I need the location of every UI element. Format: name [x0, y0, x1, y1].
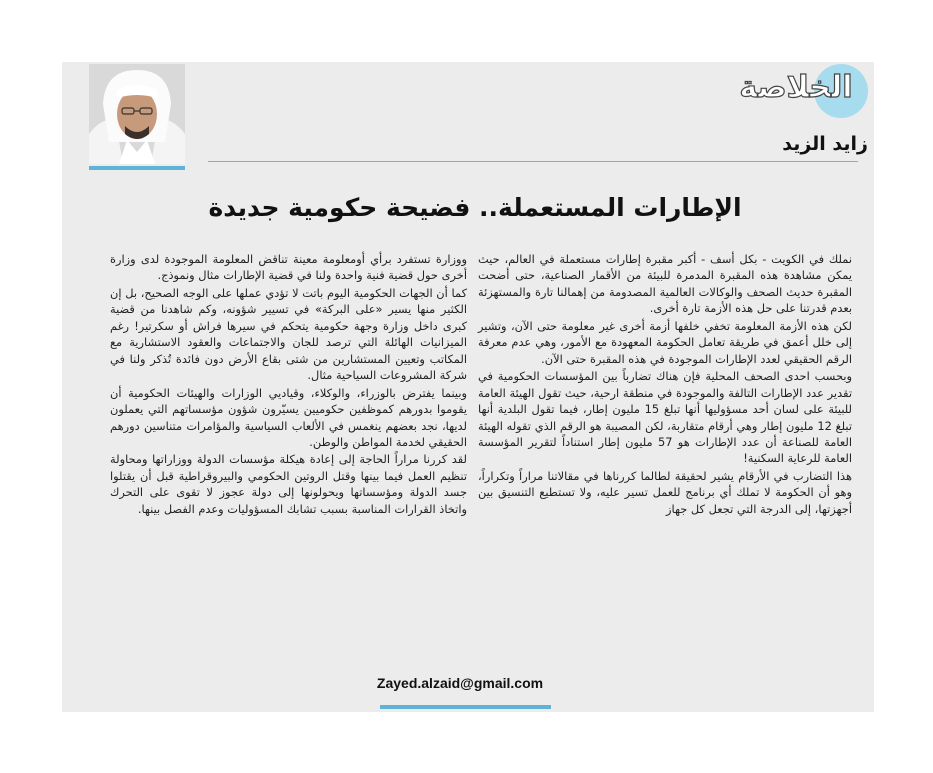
footer-accent-bar	[380, 705, 551, 709]
author-portrait-icon	[89, 64, 185, 164]
paragraph: نملك في الكويت - بكل أسف - أكبر مقبرة إطارات مستعملة في العالم، حيث يمكن مشاهدة هذه المقبرة المدمرة للبيئة من الأقمار الصناعية، حتى أضحت المقبرة حديث الصحف والوكالات العالمية المصدومة من إهمالنا تارة والمستهزئة بعدم قدرتنا على حل هذه الأزمة تارة أخرى.	[478, 252, 852, 316]
paragraph: ووزارة تستفرد برأي أومعلومة معينة تناقض المعلومة الموجودة لدى وزارة أخرى حول قضية فنية واحدة ولنا في قضية الإطارات مثال ونموذج.	[110, 252, 467, 283]
column-logo-text: الخلاصة	[739, 70, 853, 105]
paragraph: لكن هذه الأزمة المعلومة تخفي خلفها أزمة أخرى غير معلومة حتى الآن، وتشير إلى خلل أعمق في طريقة تعامل الحكومة المعهودة مع الأمور، وهي عدم معرفة الرقم الحقيقي لعدد الإطارات الموجودة في هذه المقبرة حتى الآن.	[478, 318, 852, 366]
article-column-right	[478, 251, 852, 518]
header-rule	[208, 161, 858, 162]
paragraph: هذا التضارب في الأرقام يشير لحقيقة لطالما كررناها في مقالاتنا مراراً وتكراراً، وهو أن الحكومة لا تملك أي برنامج للعمل تسير عليه، ولا تستطيع التنسيق بين أجهزتها، إلى الدرجة التي تجعل كل جهاز	[478, 468, 852, 516]
article-headline: الإطارات المستعملة.. فضيحة حكومية جديدة	[208, 193, 742, 222]
paragraph: وبينما يفترض بالوزراء، والوكلاء، وقياديي الوزارات والهيئات الحكومية أن يقوموا بدورهم كموظفين حكوميين يسيّرون شؤون مؤسساتهم التي يعملون لديها، نجد بعضهم ينغمس في الألعاب السياسية والمؤامرات متناسين دورهم الحقيقي لخدمة المواطن والوطن.	[110, 385, 467, 449]
paragraph: كما أن الجهات الحكومية اليوم باتت لا تؤدي عملها على الوجه الصحيح، بل إن الكثير منها يسير «على البركة» في تسيير شؤونه، وكم شاهدنا من قضية كبرى داخل وزارة وجهة حكومية يتحكم في سيرها فراش أو سكرتير! رغم الميزانيات الهائلة التي ترصد للجان والاجتماعات والعقود الاستشارية مع المكاتب وتعيين المستشارين من شتى بقاع الأرض دون فائدة تُذكر ولنا في شركة المشروعات السياحية مثال.	[110, 285, 467, 383]
paragraph: لقد كررنا مراراً الحاجة إلى إعادة هيكلة مؤسسات الدولة ووزاراتها ومحاولة تنظيم العمل فيما بينها وقتل الروتين الحكومي والبيروقراطية قبل أن يقتلوا جسد الدولة ومؤسساتها ويحولونها إلى دولة عجوز لا تقوى على التحرك واتخاذ القرارات المناسبة بسبب تشابك المسؤوليات وعدم الفصل بينها.	[110, 452, 467, 516]
photo-accent-bar	[89, 166, 185, 170]
author-photo	[89, 64, 185, 164]
column-logo	[724, 62, 870, 122]
article-column-left	[110, 251, 467, 518]
author-email[interactable]: Zayed.alzaid@gmail.com	[376, 675, 544, 691]
author-name: زايد الزيد	[782, 133, 868, 155]
paragraph: وبحسب احدى الصحف المحلية فإن هناك تضارباً بين المؤسسات الحكومية في تقدير عدد الإطارات التالفة والموجودة في منطقة ارحية، حيث تقول الهيئة العامة للبيئة على لسان أحد مسؤوليها أنها تبلغ 15 مليون إطار، فيما تقول البلدية أنها تبلغ 12 مليون إطار وهي أرقام متقاربة، لكن المصيبة هو الرقم الذي تقوله الهيئة العامة للصناعة أن عدد الإطارات هو 57 مليون إطار استناداً لتقرير المؤسسة العامة للرعاية السكنية!	[478, 369, 852, 466]
